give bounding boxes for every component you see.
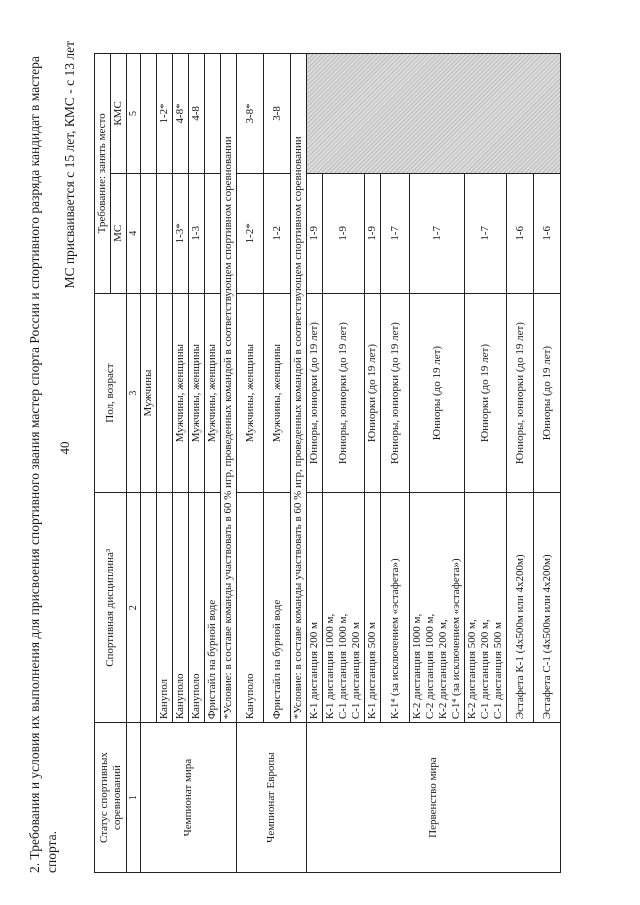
discipline-line: К-1 дистанция 500 м [366,622,378,720]
status-cell: Чемпионат мира [141,723,237,873]
discipline-cell [323,493,365,723]
kms-cell [205,54,221,174]
discipline-cell: Кануполо [189,493,205,723]
gender-cell: Юниоры (до 19 лет) [410,293,465,493]
ms-cell: 1-2* [237,173,264,293]
header-requirement: Требование: занять место [95,54,111,294]
discipline-cell: Кануполо [173,493,189,723]
col-num: 2 [127,493,141,723]
discipline-cell [381,493,410,723]
header-kms: КМС [111,54,127,174]
table-row [141,54,157,873]
gender-cell [157,293,173,493]
gender-cell: Мужчины, женщины [264,293,291,493]
gender-cell: Мужчины, женщины [189,293,205,493]
discipline-line: К-1 дистанция 200 м [308,622,320,720]
discipline-line: Эстафета К-1 (4х500м или 4х200м) [513,554,526,720]
discipline-line: К-2 дистанция 200 м, [437,619,449,720]
ms-cell [157,173,173,293]
ms-cell: 1-7 [381,173,410,293]
gender-cell: Юниоры, юниорки (до 19 лет) [381,293,410,493]
discipline-line: С-2 дистанция 1000 м, [424,613,436,720]
gender-cell: Юниоры, юниорки (до 19 лет) [507,293,534,493]
page-number: 40 [57,441,72,455]
header-gender-age: Пол, возраст [95,293,127,493]
ms-cell: 1-9 [365,173,381,293]
status-cell: Чемпионат Европы [237,723,307,873]
discipline-cell [410,493,465,723]
kms-cell: 4-8 [189,54,205,174]
ms-cell: 1-9 [307,173,323,293]
discipline-line: Эстафета С-1 (4х500м или 4х200м) [540,554,553,720]
kms-shaded-cell [307,54,561,174]
ms-cell [205,173,221,293]
discipline-line: С-1 дистанция 1000 м, [337,613,349,720]
gender-cell: Мужчины, женщины [173,293,189,493]
ms-cell: 1-7 [465,173,507,293]
table-row [237,54,264,873]
discipline-line: К-2 дистанция 1000 м, [411,613,423,720]
condition-text: *Условие: в составе команды участвовать в 60 % игр, проведенных командой в соответствующем спортивном соревновании [291,54,307,723]
discipline-cell [465,493,507,723]
gender-cell: Мужчины, женщины [205,293,221,493]
rotated-page [20,31,620,873]
ms-cell: 1-7 [410,173,465,293]
col-num: 4 [127,173,141,293]
gender-cell: Юниоры, юниорки (до 19 лет) [323,293,365,493]
discipline-line: К-1⁴ (за исключением «эстафета») [388,558,401,720]
discipline-cell: Фристайл на бурной воде [205,493,221,723]
discipline-cell [534,493,561,723]
gender-cell: Юниоры, юниорки (до 19 лет) [307,293,323,493]
gender-cell: Юниорки (до 19 лет) [465,293,507,493]
ms-cell: 1-9 [323,173,365,293]
ms-cell [141,173,157,293]
kms-cell: 3-8* [237,54,264,174]
header-status: Статус спортивных соревнований [95,723,127,873]
discipline-line: С-1 дистанция 200 м, [479,619,491,720]
discipline-cell: Канупол [157,493,173,723]
kms-cell: 1-2* [157,54,173,174]
discipline-line: С-1 дистанция 200 м [350,622,362,720]
gender-cell: Мужчины, женщины [237,293,264,493]
requirements-table [94,53,561,873]
discipline-line: С-1 дистанция 500 м [492,622,504,720]
discipline-cell [365,493,381,723]
kms-cell [141,54,157,174]
discipline-cell [307,493,323,723]
kms-cell: 3-8 [264,54,291,174]
col-num: 5 [127,54,141,174]
gender-cell: Мужчины [141,293,157,493]
condition-text: *Условие: в составе команды участвовать в 60 % игр, проведенных командой в соответствующем спортивном соревновании [221,54,237,723]
ms-cell: 1-3 [189,173,205,293]
status-cell: Первенство мира [307,723,561,873]
discipline-cell [141,493,157,723]
intro-text: 2. Требования и условия их выполнения для присвоения спортивного звания мастер спорта России и спортивного разряда кандидат в мастера спорта. [27,56,59,873]
discipline-cell: Кануполо [237,493,264,723]
ms-cell: 1-2 [264,173,291,293]
discipline-line: К-1 дистанция 1000 м, [324,613,336,720]
discipline-line: К-2 дистанция 500 м, [466,619,478,720]
ms-cell: 1-6 [534,173,561,293]
ms-cell: 1-3* [173,173,189,293]
discipline-cell: Фристайл на бурной воде [264,493,291,723]
discipline-line: С-1⁴ (за исключением «эстафета») [450,558,462,720]
table-row [307,54,323,873]
column-number-row [127,54,141,873]
gender-cell: Юниоры (до 19 лет) [534,293,561,493]
col-num: 1 [127,723,141,873]
header-discipline: Спортивная дисциплина³ [95,493,127,723]
gender-cell: Юниорки (до 19 лет) [365,293,381,493]
age-note: МС присваивается с 15 лет, КМС - с 13 лет [62,41,77,289]
col-num: 3 [127,293,141,493]
header-ms: МС [111,173,127,293]
ms-cell: 1-6 [507,173,534,293]
discipline-cell [507,493,534,723]
kms-cell: 4-8* [173,54,189,174]
